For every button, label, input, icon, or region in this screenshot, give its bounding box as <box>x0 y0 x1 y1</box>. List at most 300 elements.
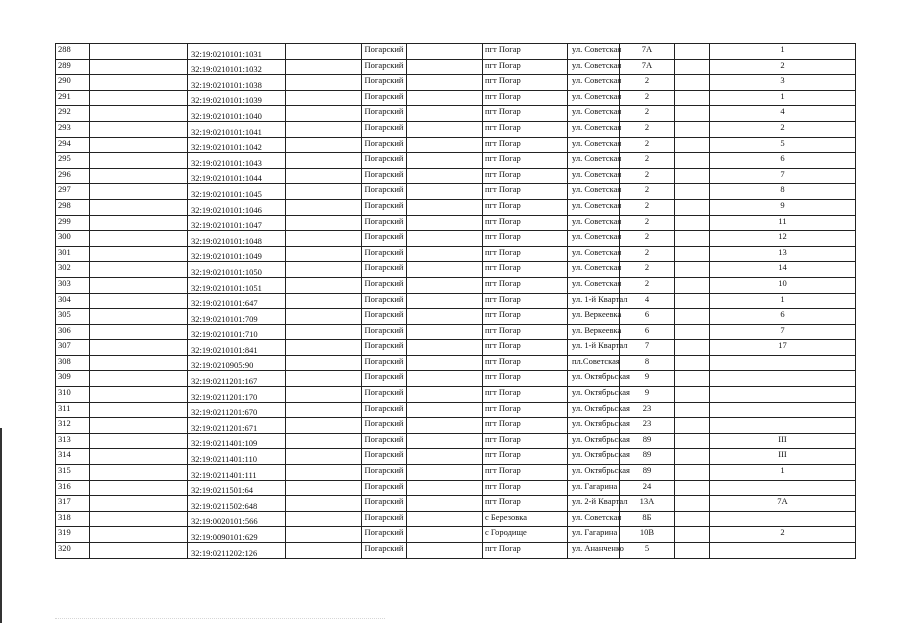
street-cell: ул. Советская <box>568 184 620 200</box>
blank-cell <box>407 527 483 543</box>
blank-cell <box>286 418 362 434</box>
blank-cell <box>675 543 710 559</box>
house-number-cell: 6 <box>620 324 675 340</box>
row-number-cell: 292 <box>56 106 90 122</box>
blank-cell <box>286 465 362 481</box>
blank-cell <box>407 433 483 449</box>
blank-cell <box>407 340 483 356</box>
table-row <box>56 371 856 387</box>
table-row <box>56 168 856 184</box>
apartment-number-cell: 9 <box>710 199 856 215</box>
blank-cell <box>675 511 710 527</box>
blank-cell <box>286 340 362 356</box>
locality-cell: пгт Погар <box>483 293 568 309</box>
row-number-cell: 290 <box>56 75 90 91</box>
row-number-cell: 304 <box>56 293 90 309</box>
cadastral-number-cell: 32:19:0210101:1043 <box>188 153 286 169</box>
street-cell: ул. Веркеевка <box>568 309 620 325</box>
apartment-number-cell: III <box>710 433 856 449</box>
house-number-cell: 89 <box>620 465 675 481</box>
table-row <box>56 90 856 106</box>
blank-cell <box>407 309 483 325</box>
street-cell: ул. Советская <box>568 153 620 169</box>
district-cell: Погарский <box>362 168 407 184</box>
cadastral-number-cell: 32:19:0211202:126 <box>188 543 286 559</box>
district-cell: Погарский <box>362 449 407 465</box>
locality-cell: пгт Погар <box>483 44 568 60</box>
house-number-cell: 23 <box>620 402 675 418</box>
blank-cell <box>286 433 362 449</box>
blank-cell <box>90 465 188 481</box>
district-cell: Погарский <box>362 277 407 293</box>
blank-cell <box>286 90 362 106</box>
blank-cell <box>407 496 483 512</box>
blank-cell <box>286 184 362 200</box>
table-row <box>56 543 856 559</box>
row-number-cell: 300 <box>56 231 90 247</box>
blank-cell <box>90 184 188 200</box>
blank-cell <box>90 277 188 293</box>
apartment-number-cell: 1 <box>710 44 856 60</box>
blank-cell <box>286 527 362 543</box>
house-number-cell: 2 <box>620 199 675 215</box>
house-number-cell: 5 <box>620 543 675 559</box>
locality-cell: пгт Погар <box>483 199 568 215</box>
table-row <box>56 480 856 496</box>
house-number-cell: 10В <box>620 527 675 543</box>
district-cell: Погарский <box>362 153 407 169</box>
blank-cell <box>675 106 710 122</box>
street-cell: ул. Октябрьская <box>568 433 620 449</box>
blank-cell <box>90 215 188 231</box>
blank-cell <box>675 418 710 434</box>
apartment-number-cell: 2 <box>710 59 856 75</box>
district-cell: Погарский <box>362 480 407 496</box>
table-row <box>56 293 856 309</box>
district-cell: Погарский <box>362 231 407 247</box>
row-number-cell: 318 <box>56 511 90 527</box>
district-cell: Погарский <box>362 355 407 371</box>
cadastral-number-cell: 32:19:0210101:1039 <box>188 90 286 106</box>
table-row <box>56 511 856 527</box>
table-row <box>56 465 856 481</box>
apartment-number-cell: 12 <box>710 231 856 247</box>
blank-cell <box>407 355 483 371</box>
blank-cell <box>407 324 483 340</box>
table-row <box>56 137 856 153</box>
apartment-number-cell: 11 <box>710 215 856 231</box>
locality-cell: пгт Погар <box>483 309 568 325</box>
locality-cell: пгт Погар <box>483 402 568 418</box>
blank-cell <box>407 168 483 184</box>
street-cell: ул. Советская <box>568 215 620 231</box>
cadastral-number-cell: 32:19:0211201:167 <box>188 371 286 387</box>
cadastral-number-cell: 32:19:0210101:1038 <box>188 75 286 91</box>
apartment-number-cell <box>710 480 856 496</box>
blank-cell <box>407 59 483 75</box>
cadastral-number-cell: 32:19:0210101:710 <box>188 324 286 340</box>
blank-cell <box>675 340 710 356</box>
locality-cell: пгт Погар <box>483 121 568 137</box>
table-row <box>56 75 856 91</box>
blank-cell <box>90 153 188 169</box>
cadastral-number-cell: 32:19:0210101:841 <box>188 340 286 356</box>
apartment-number-cell <box>710 371 856 387</box>
blank-cell <box>286 231 362 247</box>
blank-cell <box>407 75 483 91</box>
locality-cell: пгт Погар <box>483 324 568 340</box>
row-number-cell: 307 <box>56 340 90 356</box>
house-number-cell: 2 <box>620 75 675 91</box>
blank-cell <box>286 402 362 418</box>
street-cell: ул. Советская <box>568 511 620 527</box>
blank-cell <box>90 75 188 91</box>
row-number-cell: 298 <box>56 199 90 215</box>
street-cell: ул. Октябрьская <box>568 387 620 403</box>
apartment-number-cell: 8 <box>710 184 856 200</box>
row-number-cell: 311 <box>56 402 90 418</box>
blank-cell <box>90 293 188 309</box>
blank-cell <box>675 121 710 137</box>
house-number-cell: 7А <box>620 44 675 60</box>
blank-cell <box>286 75 362 91</box>
cadastral-number-cell: 32:19:0211502:648 <box>188 496 286 512</box>
blank-cell <box>675 137 710 153</box>
table-row <box>56 277 856 293</box>
street-cell: ул. Октябрьская <box>568 418 620 434</box>
table-row <box>56 324 856 340</box>
apartment-number-cell <box>710 543 856 559</box>
blank-cell <box>407 387 483 403</box>
street-cell: ул. Советская <box>568 262 620 278</box>
district-cell: Погарский <box>362 418 407 434</box>
street-cell: ул. Ананченко <box>568 543 620 559</box>
blank-cell <box>407 153 483 169</box>
locality-cell: пгт Погар <box>483 215 568 231</box>
locality-cell: пгт Погар <box>483 262 568 278</box>
street-cell: ул. Советская <box>568 75 620 91</box>
row-number-cell: 309 <box>56 371 90 387</box>
blank-cell <box>675 527 710 543</box>
street-cell: ул. Советская <box>568 246 620 262</box>
table-row <box>56 153 856 169</box>
locality-cell: пгт Погар <box>483 355 568 371</box>
locality-cell: пгт Погар <box>483 449 568 465</box>
blank-cell <box>90 371 188 387</box>
apartment-number-cell: 1 <box>710 465 856 481</box>
blank-cell <box>675 355 710 371</box>
row-number-cell: 312 <box>56 418 90 434</box>
locality-cell: пгт Погар <box>483 418 568 434</box>
blank-cell <box>286 199 362 215</box>
street-cell: ул. Советская <box>568 90 620 106</box>
cadastral-number-cell: 32:19:0211401:111 <box>188 465 286 481</box>
cadastral-number-cell: 32:19:0210101:1042 <box>188 137 286 153</box>
house-number-cell: 8Б <box>620 511 675 527</box>
blank-cell <box>675 465 710 481</box>
blank-cell <box>90 231 188 247</box>
apartment-number-cell: 17 <box>710 340 856 356</box>
locality-cell: пгт Погар <box>483 340 568 356</box>
cadastral-number-cell: 32:19:0210101:1051 <box>188 277 286 293</box>
cadastral-number-cell: 32:19:0211401:110 <box>188 449 286 465</box>
blank-cell <box>90 309 188 325</box>
blank-cell <box>90 59 188 75</box>
street-cell: ул. Веркеевка <box>568 324 620 340</box>
district-cell: Погарский <box>362 293 407 309</box>
district-cell: Погарский <box>362 496 407 512</box>
table-row <box>56 402 856 418</box>
table-row <box>56 59 856 75</box>
house-number-cell: 89 <box>620 449 675 465</box>
blank-cell <box>286 309 362 325</box>
blank-cell <box>286 215 362 231</box>
blank-cell <box>675 184 710 200</box>
apartment-number-cell <box>710 387 856 403</box>
street-cell: ул. Советская <box>568 137 620 153</box>
blank-cell <box>675 277 710 293</box>
district-cell: Погарский <box>362 511 407 527</box>
cadastral-number-cell: 32:19:0210101:1047 <box>188 215 286 231</box>
district-cell: Погарский <box>362 44 407 60</box>
blank-cell <box>675 44 710 60</box>
blank-cell <box>675 153 710 169</box>
blank-cell <box>675 246 710 262</box>
blank-cell <box>407 277 483 293</box>
street-cell: ул. 1-й Квартал <box>568 293 620 309</box>
street-cell: ул. Октябрьская <box>568 465 620 481</box>
row-number-cell: 288 <box>56 44 90 60</box>
apartment-number-cell <box>710 511 856 527</box>
blank-cell <box>675 199 710 215</box>
street-cell: ул. Советская <box>568 59 620 75</box>
house-number-cell: 89 <box>620 433 675 449</box>
blank-cell <box>286 496 362 512</box>
apartment-number-cell: III <box>710 449 856 465</box>
blank-cell <box>407 511 483 527</box>
locality-cell: пгт Погар <box>483 137 568 153</box>
blank-cell <box>90 168 188 184</box>
house-number-cell: 6 <box>620 309 675 325</box>
blank-cell <box>407 449 483 465</box>
cadastral-number-cell: 32:19:0210101:647 <box>188 293 286 309</box>
blank-cell <box>90 402 188 418</box>
cadastral-number-cell: 32:19:0210101:1031 <box>188 44 286 60</box>
district-cell: Погарский <box>362 199 407 215</box>
blank-cell <box>90 449 188 465</box>
cadastral-number-cell: 32:19:0211401:109 <box>188 433 286 449</box>
district-cell: Погарский <box>362 402 407 418</box>
blank-cell <box>286 449 362 465</box>
blank-cell <box>407 480 483 496</box>
district-cell: Погарский <box>362 215 407 231</box>
apartment-number-cell: 1 <box>710 293 856 309</box>
cadastral-number-cell: 32:19:0210101:1040 <box>188 106 286 122</box>
apartment-number-cell: 3 <box>710 75 856 91</box>
house-number-cell: 2 <box>620 184 675 200</box>
blank-cell <box>675 371 710 387</box>
house-number-cell: 24 <box>620 480 675 496</box>
district-cell: Погарский <box>362 246 407 262</box>
blank-cell <box>90 137 188 153</box>
blank-cell <box>90 355 188 371</box>
blank-cell <box>407 543 483 559</box>
district-cell: Погарский <box>362 184 407 200</box>
house-number-cell: 2 <box>620 262 675 278</box>
table-row <box>56 121 856 137</box>
row-number-cell: 315 <box>56 465 90 481</box>
locality-cell: пгт Погар <box>483 465 568 481</box>
blank-cell <box>407 418 483 434</box>
row-number-cell: 289 <box>56 59 90 75</box>
house-number-cell: 2 <box>620 153 675 169</box>
blank-cell <box>90 480 188 496</box>
blank-cell <box>90 527 188 543</box>
house-number-cell: 2 <box>620 246 675 262</box>
blank-cell <box>90 340 188 356</box>
street-cell: ул. Советская <box>568 199 620 215</box>
district-cell: Погарский <box>362 309 407 325</box>
blank-cell <box>407 184 483 200</box>
blank-cell <box>90 90 188 106</box>
locality-cell: пгт Погар <box>483 543 568 559</box>
cadastral-number-cell: 32:19:0210101:1048 <box>188 231 286 247</box>
blank-cell <box>90 433 188 449</box>
cadastral-number-cell: 32:19:0210101:1045 <box>188 184 286 200</box>
apartment-number-cell: 2 <box>710 121 856 137</box>
blank-cell <box>407 106 483 122</box>
blank-cell <box>286 371 362 387</box>
locality-cell: пгт Погар <box>483 231 568 247</box>
district-cell: Погарский <box>362 340 407 356</box>
table-row <box>56 449 856 465</box>
blank-cell <box>90 543 188 559</box>
blank-cell <box>675 387 710 403</box>
house-number-cell: 4 <box>620 293 675 309</box>
blank-cell <box>90 324 188 340</box>
blank-cell <box>407 137 483 153</box>
blank-cell <box>286 355 362 371</box>
row-number-cell: 294 <box>56 137 90 153</box>
street-cell: пл.Советская <box>568 355 620 371</box>
table-row <box>56 340 856 356</box>
table-row <box>56 199 856 215</box>
street-cell: ул. Гагарина <box>568 480 620 496</box>
district-cell: Погарский <box>362 262 407 278</box>
blank-cell <box>90 199 188 215</box>
district-cell: Погарский <box>362 59 407 75</box>
locality-cell: пгт Погар <box>483 168 568 184</box>
blank-cell <box>407 293 483 309</box>
locality-cell: пгт Погар <box>483 153 568 169</box>
table-row <box>56 262 856 278</box>
blank-cell <box>407 371 483 387</box>
blank-cell <box>675 231 710 247</box>
house-number-cell: 9 <box>620 371 675 387</box>
house-number-cell: 2 <box>620 90 675 106</box>
scan-noise-line <box>55 618 385 622</box>
street-cell: ул. Октябрьская <box>568 449 620 465</box>
house-number-cell: 2 <box>620 168 675 184</box>
house-number-cell: 2 <box>620 277 675 293</box>
blank-cell <box>90 106 188 122</box>
blank-cell <box>675 449 710 465</box>
blank-cell <box>286 480 362 496</box>
district-cell: Погарский <box>362 387 407 403</box>
row-number-cell: 308 <box>56 355 90 371</box>
blank-cell <box>286 387 362 403</box>
house-number-cell: 2 <box>620 121 675 137</box>
district-cell: Погарский <box>362 371 407 387</box>
house-number-cell: 9 <box>620 387 675 403</box>
apartment-number-cell: 1 <box>710 90 856 106</box>
locality-cell: с Березовка <box>483 511 568 527</box>
cadastral-number-cell: 32:19:0211201:170 <box>188 387 286 403</box>
house-number-cell: 2 <box>620 231 675 247</box>
locality-cell: пгт Погар <box>483 433 568 449</box>
cadastral-number-cell: 32:19:0210101:1049 <box>188 246 286 262</box>
apartment-number-cell <box>710 402 856 418</box>
house-number-cell: 2 <box>620 106 675 122</box>
cadastral-number-cell: 32:19:0210905:90 <box>188 355 286 371</box>
locality-cell: пгт Погар <box>483 59 568 75</box>
row-number-cell: 320 <box>56 543 90 559</box>
cadastral-number-cell: 32:19:0211201:670 <box>188 402 286 418</box>
apartment-number-cell: 6 <box>710 153 856 169</box>
house-number-cell: 7А <box>620 59 675 75</box>
apartment-number-cell: 7 <box>710 324 856 340</box>
blank-cell <box>675 309 710 325</box>
blank-cell <box>286 137 362 153</box>
table-body <box>56 44 856 559</box>
row-number-cell: 306 <box>56 324 90 340</box>
table-row <box>56 496 856 512</box>
blank-cell <box>286 121 362 137</box>
street-cell: ул. Советская <box>568 231 620 247</box>
blank-cell <box>407 246 483 262</box>
cadastral-number-cell: 32:19:0210101:1050 <box>188 262 286 278</box>
table-row <box>56 309 856 325</box>
cadastral-number-cell: 32:19:0020101:566 <box>188 511 286 527</box>
blank-cell <box>407 90 483 106</box>
table-row <box>56 433 856 449</box>
locality-cell: пгт Погар <box>483 246 568 262</box>
blank-cell <box>90 121 188 137</box>
district-cell: Погарский <box>362 121 407 137</box>
row-number-cell: 319 <box>56 527 90 543</box>
street-cell: ул. 2-й Квартал <box>568 496 620 512</box>
blank-cell <box>286 293 362 309</box>
row-number-cell: 295 <box>56 153 90 169</box>
blank-cell <box>286 153 362 169</box>
blank-cell <box>675 90 710 106</box>
row-number-cell: 296 <box>56 168 90 184</box>
blank-cell <box>286 262 362 278</box>
blank-cell <box>407 402 483 418</box>
table-row <box>56 44 856 60</box>
property-registry-table <box>55 43 856 559</box>
locality-cell: пгт Погар <box>483 184 568 200</box>
locality-cell: пгт Погар <box>483 106 568 122</box>
table-row <box>56 246 856 262</box>
row-number-cell: 302 <box>56 262 90 278</box>
row-number-cell: 305 <box>56 309 90 325</box>
cadastral-number-cell: 32:19:0210101:1041 <box>188 121 286 137</box>
district-cell: Погарский <box>362 75 407 91</box>
street-cell: ул. Советская <box>568 121 620 137</box>
table-row <box>56 527 856 543</box>
locality-cell: пгт Погар <box>483 277 568 293</box>
